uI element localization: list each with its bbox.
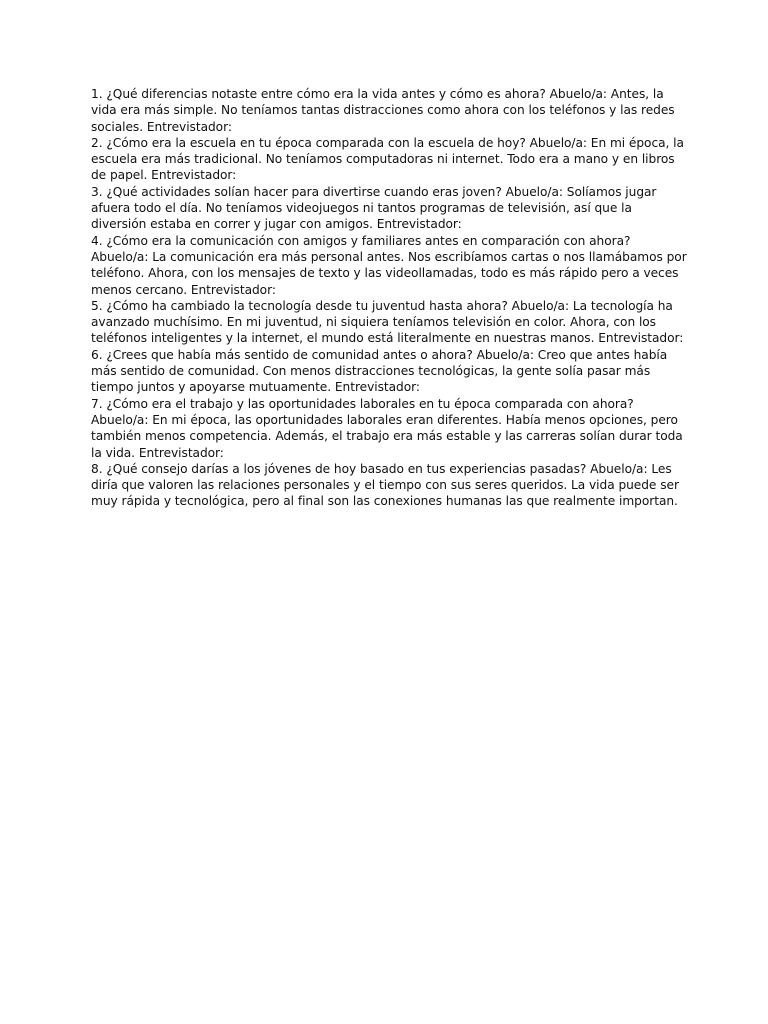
paragraph-7: 7. ¿Cómo era el trabajo y las oportunidades laborales en tu época comparada con ahora? Abuelo/a: En mi época, las oportunidades laborales eran diferentes. Había menos opciones, pero también menos competencia. Además, el trabajo era más estable y las carreras solían durar toda la vida. Entrevistador:: [91, 396, 683, 460]
paragraph-8: 8. ¿Qué consejo darías a los jóvenes de hoy basado en tus experiencias pasadas? Abuelo/a: Les diría que valoren las relaciones personales y el tiempo con sus seres queridos. La vida puede ser muy rápida y tecnológica, pero al final son las conexiones humanas las que realmente importan.: [91, 461, 679, 509]
paragraph-2: 2. ¿Cómo era la escuela en tu época comparada con la escuela de hoy? Abuelo/a: En mi época, la escuela era más tradicional. No teníamos computadoras ni internet. Todo era a mano y en libros de papel. Entrevistador:: [91, 135, 684, 183]
document-body: [91, 86, 687, 510]
paragraph-3: 3. ¿Qué actividades solían hacer para divertirse cuando eras joven? Abuelo/a: Solíamos jugar afuera todo el día. No teníamos videojuegos ni tantos programas de televisión, así que la diversión estaba en correr y jugar con amigos. Entrevistador:: [91, 184, 657, 232]
paragraph-4: 4. ¿Cómo era la comunicación con amigos y familiares antes en comparación con ahora? Abuelo/a: La comunicación era más personal antes. Nos escribíamos cartas o nos llamábamos por teléfono. Ahora, con los mensajes de texto y las videollamadas, todo es más rápido pero a veces menos cercano. Entrevistador:: [91, 233, 687, 297]
paragraph-1: 1. ¿Qué diferencias notaste entre cómo era la vida antes y cómo es ahora? Abuelo/a: Antes, la vida era más simple. No teníamos tantas distracciones como ahora con los teléfonos y las redes sociales. Entrevistador:: [91, 87, 675, 134]
paragraph-5: 5. ¿Cómo ha cambiado la tecnología desde tu juventud hasta ahora? Abuelo/a: La tecnología ha avanzado muchísimo. En mi juventud, ni siquiera teníamos televisión en color. Ahora, con los teléfonos inteligentes y la internet, el mundo está literalmente en nuestras manos. Entrevistador:: [91, 298, 684, 346]
paragraph-6: 6. ¿Crees que había más sentido de comunidad antes o ahora? Abuelo/a: Creo que antes había más sentido de comunidad. Con menos distracciones tecnológicas, la gente solía pasar más tiempo juntos y apoyarse mutuamente. Entrevistador:: [91, 347, 668, 395]
